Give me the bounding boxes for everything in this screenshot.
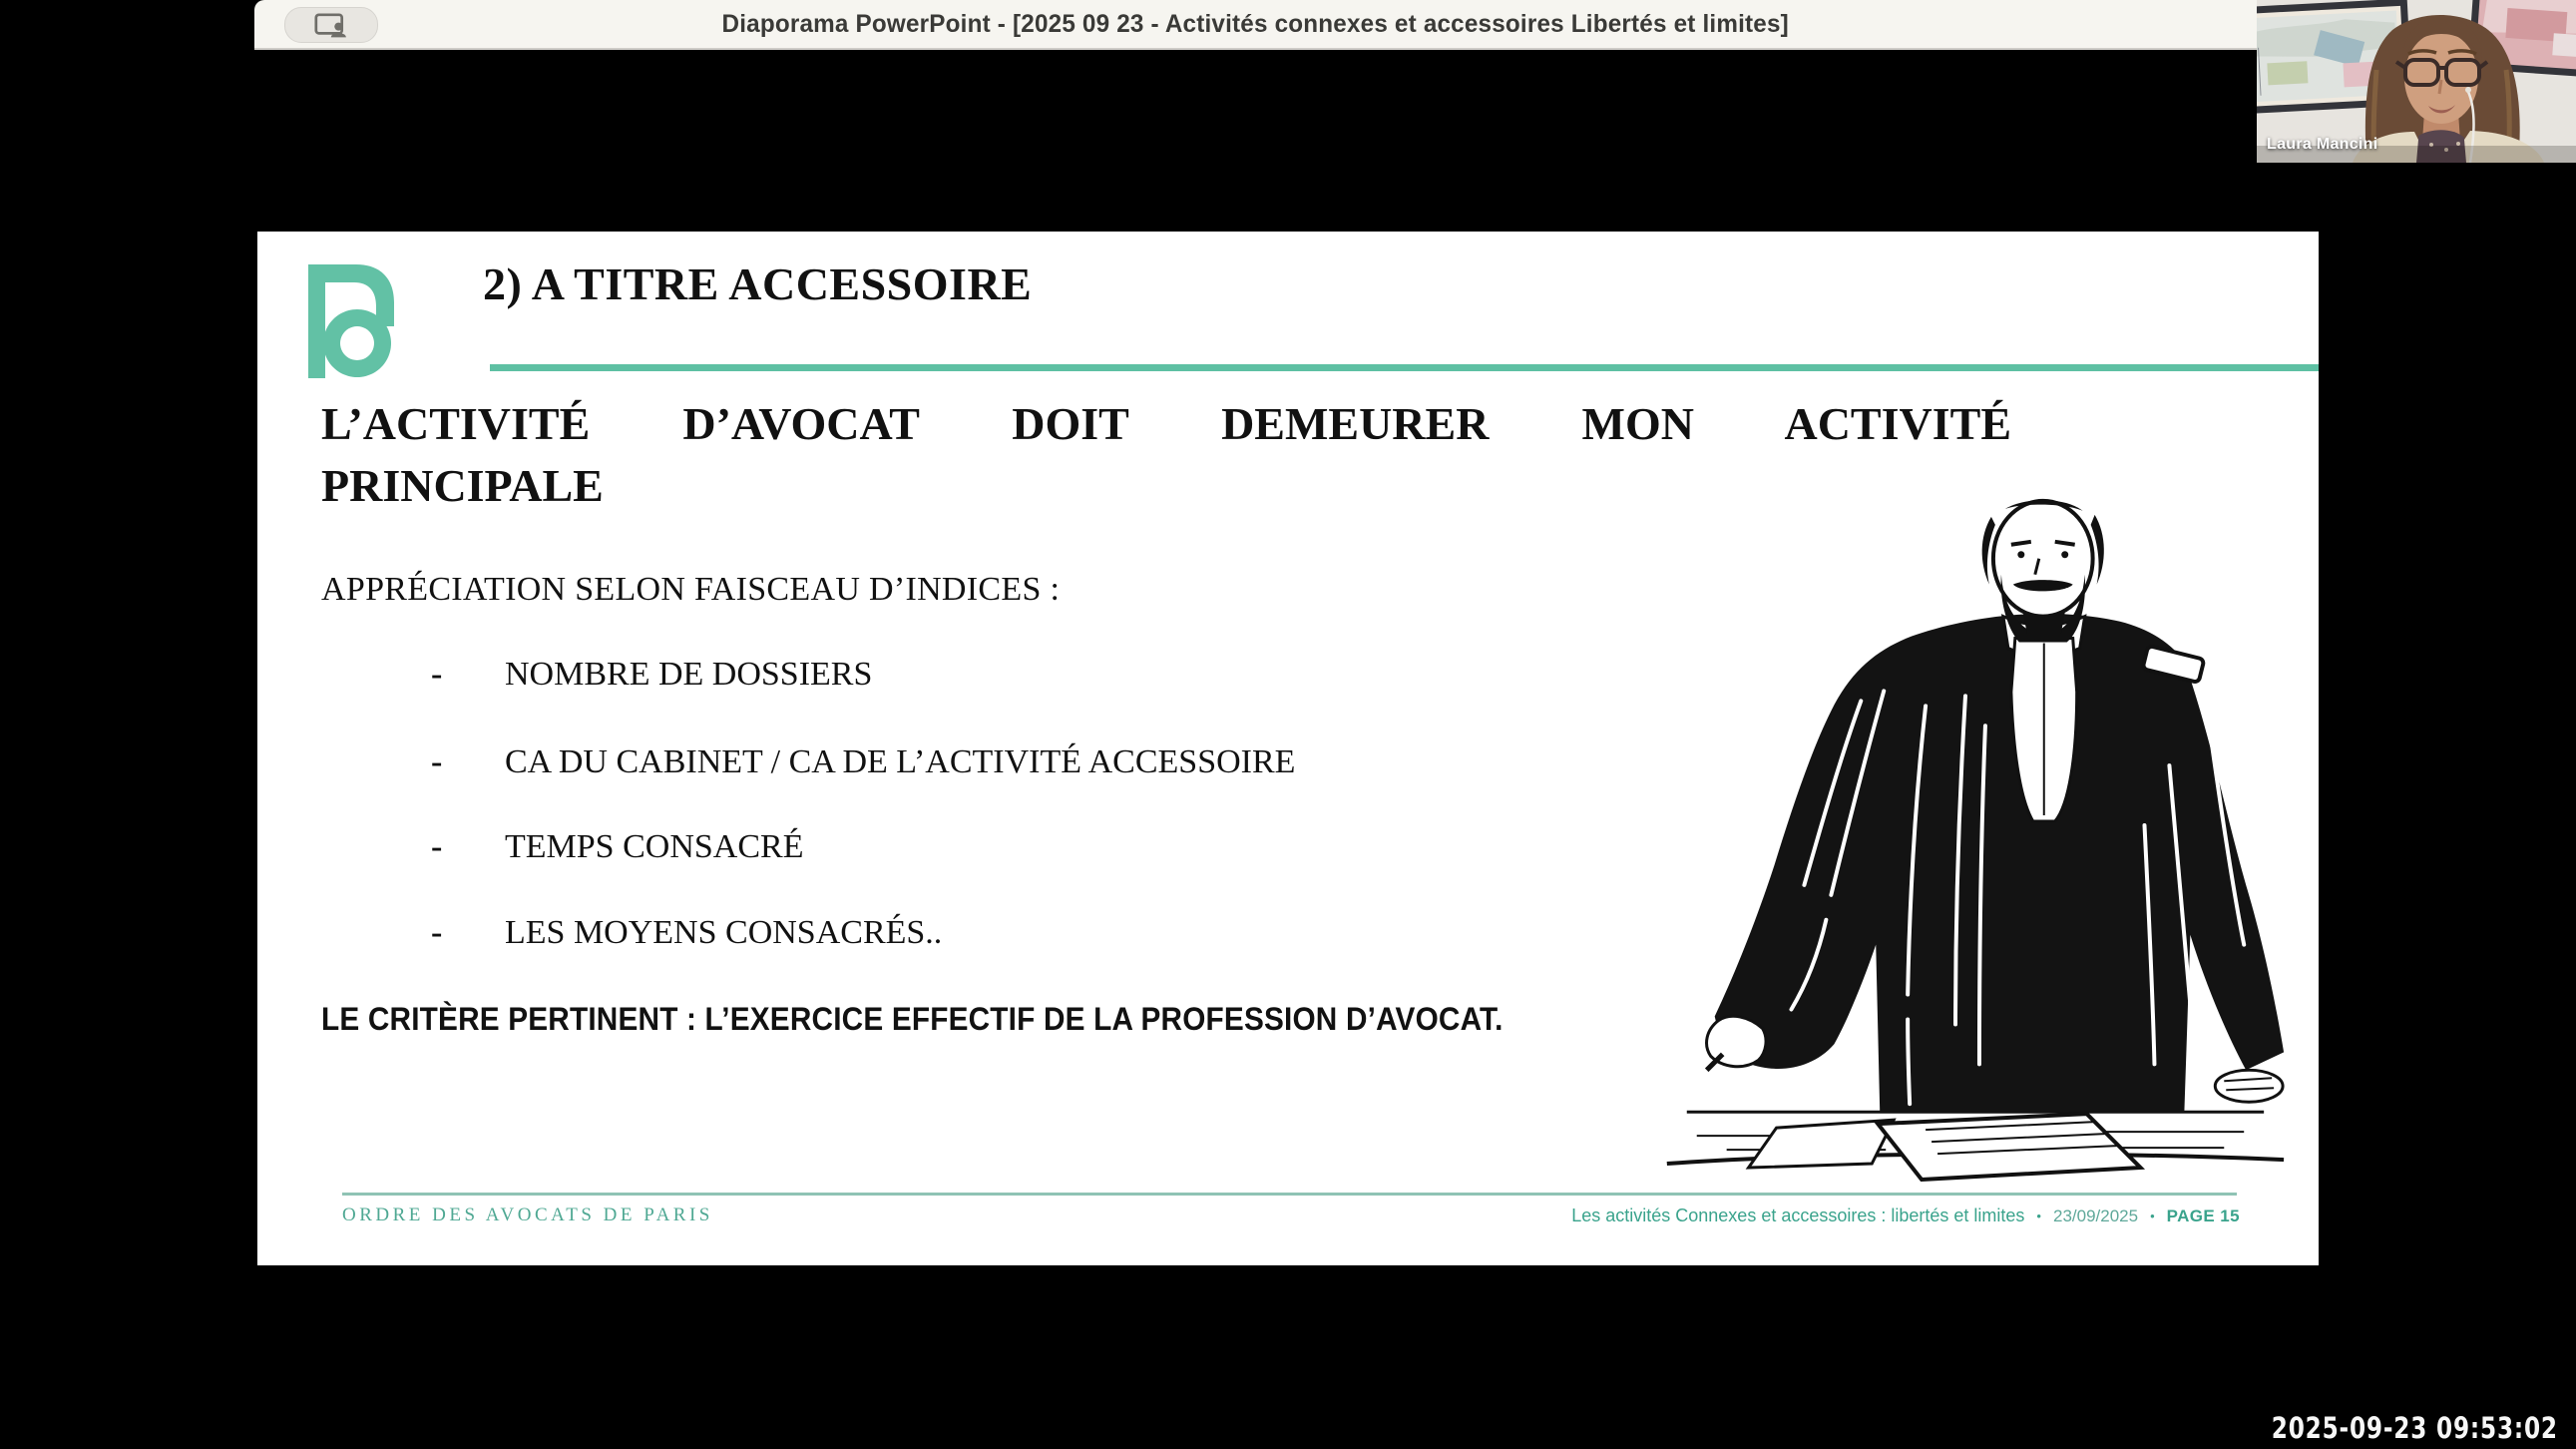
bullet-dash: - (431, 914, 443, 951)
webcam-tile[interactable] (2257, 0, 2576, 163)
bullet-text: NOMBRE DE DOSSIERS (505, 656, 873, 693)
appreciation-line: APPRÉCIATION SELON FAISCEAU D’INDICES : (321, 571, 1061, 608)
bullet-dash: - (431, 743, 443, 780)
title-underline-rule (490, 364, 2319, 371)
recording-timestamp: 2025-09-23 09:53:02 (2271, 1411, 2558, 1445)
lawyer-engraving-illustration (1626, 467, 2297, 1182)
bullet-dash: - (431, 656, 443, 693)
footer-date: 23/09/2025 (2052, 1206, 2139, 1225)
bullet-text: LES MOYENS CONSACRÉS.. (505, 914, 943, 951)
presenter-view-button[interactable] (284, 7, 378, 43)
bullet-item (431, 828, 803, 866)
window-title: Diaporama PowerPoint - [2025 09 23 - Activités connexes et accessoires Libertés et limites] (721, 9, 1790, 38)
slide-canvas (257, 232, 2319, 1265)
key-criterion-line: LE CRITÈRE PERTINENT : L’EXERCICE EFFECTIF DE LA PROFESSION D’AVOCAT. (321, 1001, 1503, 1037)
bullet-text: CA DU CABINET / CA DE L’ACTIVITÉ ACCESSOIRE (505, 743, 1296, 780)
footer-organization: ORDRE DES AVOCATS DE PARIS (342, 1205, 713, 1225)
bullet-text: TEMPS CONSACRÉ (505, 828, 804, 865)
footer-meta (1571, 1206, 2240, 1226)
footer-separator: • (2036, 1208, 2041, 1223)
bullet-dash: - (431, 828, 443, 865)
participant-name-label: Laura Mancini (2267, 136, 2378, 153)
heading-line-2: PRINCIPALE (321, 460, 604, 511)
bullet-item (431, 743, 1295, 781)
footer-presentation-title: Les activités Connexes et accessoires : libertés et limites (1571, 1206, 2025, 1225)
heading-line-1: L’ACTIVITÉ D’AVOCAT DOIT DEMEURER MON ACTIVITÉ (321, 398, 2011, 449)
footer-page-number: PAGE 15 (2166, 1206, 2240, 1225)
slide-section-title: 2) A TITRE ACCESSOIRE (483, 258, 1033, 309)
bullet-item (431, 914, 942, 952)
paris-bar-logo (297, 262, 399, 380)
bullet-item (431, 656, 872, 694)
window-titlebar (254, 0, 2257, 50)
screen-share-person-icon (314, 12, 348, 39)
footer-rule (342, 1193, 2237, 1196)
footer-separator: • (2150, 1208, 2155, 1223)
